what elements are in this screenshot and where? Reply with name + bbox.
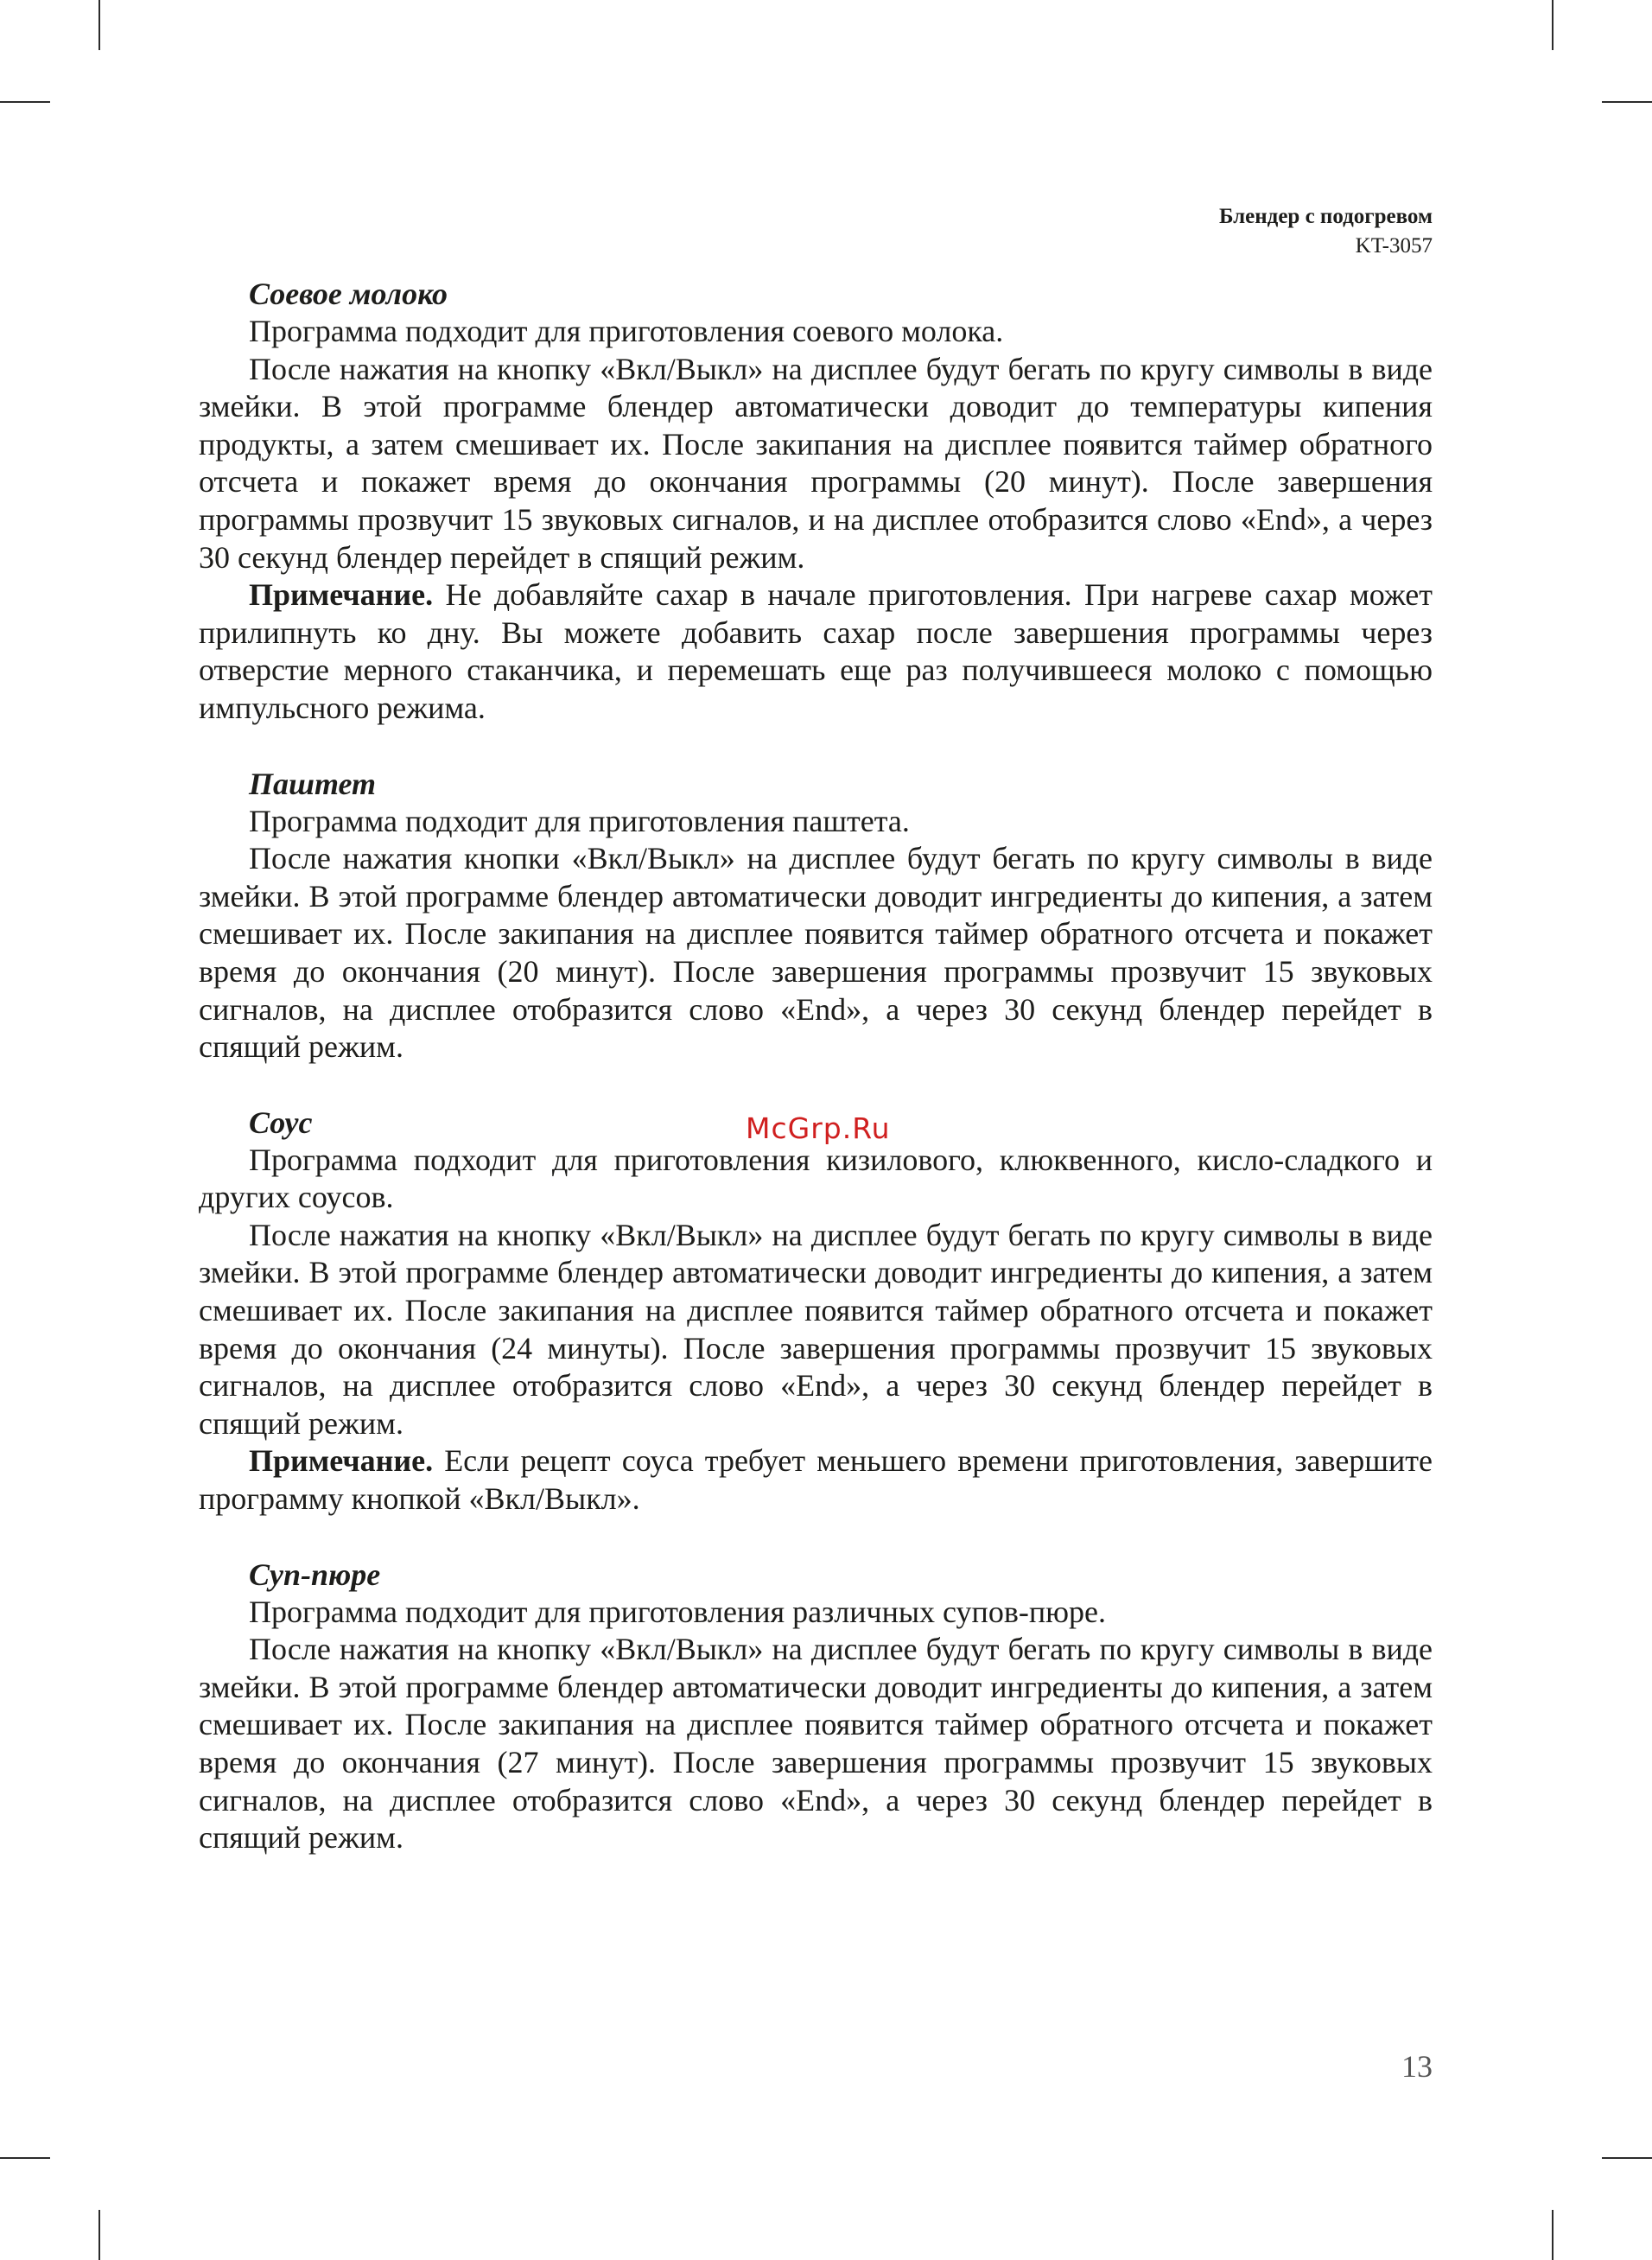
page-content xyxy=(199,275,1433,1857)
section-pate xyxy=(199,765,1433,1066)
crop-mark-bottom-left-h xyxy=(0,2157,50,2159)
note-label: Примечание. xyxy=(249,1443,434,1479)
header-title: Блендер с подогревом xyxy=(1218,205,1433,228)
paragraph: После нажатия на кнопку «Вкл/Выкл» на дисплее будут бегать по кругу символы в виде змейки. В этой программе блендер автоматически доводит ингредиенты до кипения, а затем смешивает их. После закипания на дисплее появится таймер обратного отсчета и покажет время до окончания (27 минут). После завершения программы прозвучит 15 звуковых сигналов, на дисплее отобразится слово «End», а через 30 секунд блендер перейдет в спящий режим. xyxy=(199,1632,1433,1856)
crop-mark-bottom-left xyxy=(98,2210,100,2260)
running-header xyxy=(1219,202,1433,261)
paragraph: После нажатия на кнопку «Вкл/Выкл» на дисплее будут бегать по кругу символы в виде змейки. В этой программе блендер автоматически доводит до температуры кипения продукты, а затем смешивает их. После закипания на дисплее появится таймер обратного отсчета и покажет время до окончания программы (20 минут). После завершения программы прозвучит 15 звуковых сигналов, и на дисплее отобразится слово «End», а через 30 секунд блендер перейдет в спящий режим. xyxy=(199,351,1433,575)
section-heading: Соус xyxy=(249,1105,313,1140)
section-heading: Паштет xyxy=(249,766,377,801)
crop-mark-bottom-right xyxy=(1552,2210,1554,2260)
note-label: Примечание. xyxy=(249,577,434,613)
crop-mark-top-left-h xyxy=(0,101,50,103)
note-paragraph xyxy=(199,1442,1433,1518)
header-model: KT-3057 xyxy=(1355,234,1433,258)
paragraph: После нажатия на кнопку «Вкл/Выкл» на дисплее будут бегать по кругу символы в виде змейки. В этой программе блендер автоматически доводит ингредиенты до кипения, а затем смешивает их. После закипания на дисплее появится таймер обратного отсчета и покажет время до окончания (24 минуты). После завершения программы прозвучит 15 звуковых сигналов, на дисплее отобразится слово «End», а через 30 секунд блендер перейдет в спящий режим. xyxy=(199,1217,1433,1441)
paragraph: После нажатия кнопки «Вкл/Выкл» на дисплее будут бегать по кругу символы в виде змейки. В этой программе блендер автоматически доводит ингредиенты до кипения, а затем смешивает их. После закипания на дисплее появится таймер обратного отсчета и покажет время до окончания (20 минут). После завершения программы прозвучит 15 звуковых сигналов, на дисплее отобразится слово «End», а через 30 секунд блендер перейдет в спящий режим. xyxy=(199,841,1433,1065)
section-heading: Суп-пюре xyxy=(249,1557,381,1592)
section-soup-puree xyxy=(199,1556,1433,1857)
crop-mark-top-right-h xyxy=(1602,101,1652,103)
note-text: Если рецепт соуса требует меньшего времени приготовления, завершите программу кнопкой «Вкл/Выкл». xyxy=(199,1443,1433,1517)
paragraph: Программа подходит для приготовления различных супов-пюре. xyxy=(249,1594,1106,1629)
page-number: 13 xyxy=(1401,2049,1433,2084)
crop-mark-top-left xyxy=(98,0,100,50)
section-soy-milk xyxy=(199,275,1433,728)
note-text: Не добавляйте сахар в начале приготовления. При нагреве сахар может прилипнуть ко дну. Вы можете добавить сахар после завершения программы через отверстие мерного стаканчика, и перемешать еще раз получившееся молоко с помощью импульсного режима. xyxy=(199,577,1433,725)
crop-mark-bottom-right-h xyxy=(1602,2157,1652,2159)
note-paragraph xyxy=(199,576,1433,727)
section-sauce xyxy=(199,1104,1433,1518)
crop-mark-top-right xyxy=(1552,0,1554,50)
paragraph: Программа подходит для приготовления соевого молока. xyxy=(249,314,1004,348)
watermark: McGrp.Ru xyxy=(746,1111,891,1145)
paragraph: Программа подходит для приготовления паштета. xyxy=(249,803,910,838)
section-heading: Соевое молоко xyxy=(249,277,448,311)
paragraph: Программа подходит для приготовления кизилового, клюквенного, кисло-сладкого и других соусов. xyxy=(199,1142,1433,1215)
